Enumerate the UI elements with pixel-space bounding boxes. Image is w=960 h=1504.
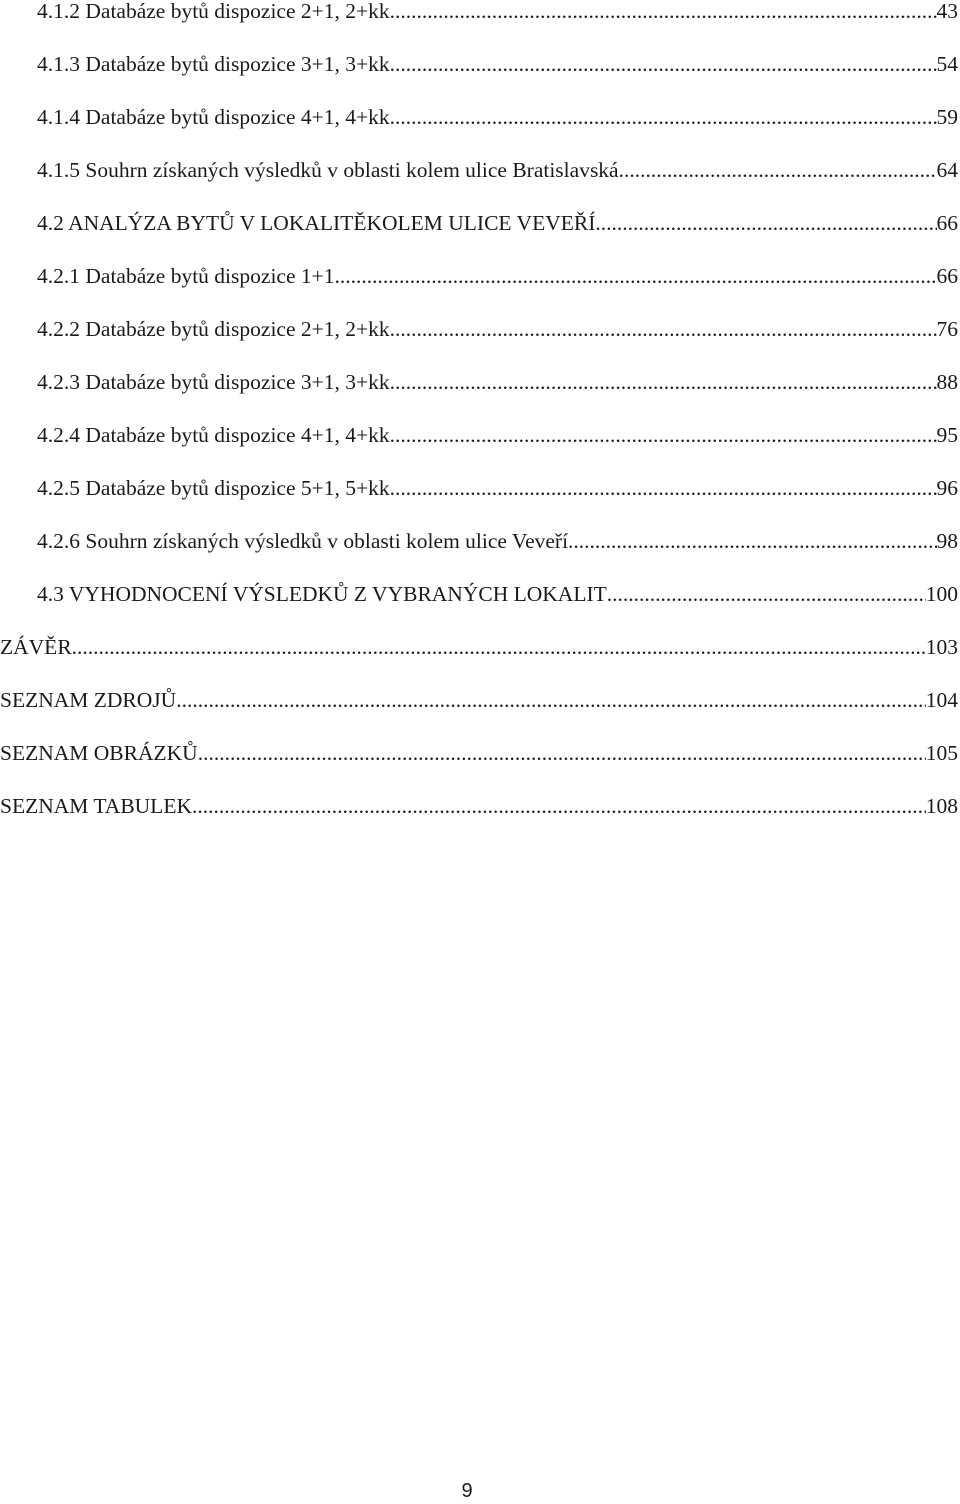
toc-entry[interactable] [37,418,958,448]
toc-entry-label: 4.2.2 Databáze bytů dispozice 2+1, 2+kk [37,317,390,341]
toc-entry-label: 4.2.4 Databáze bytů dispozice 4+1, 4+kk [37,423,390,447]
toc-entry-page: 103 [925,635,958,659]
toc-entry-page: 105 [925,741,958,765]
toc-entry-label: 4.3 VYHODNOCENÍ VÝSLEDKŮ Z VYBRANÝCH LOKALIT [37,582,607,606]
toc-entry-page: 95 [936,423,958,447]
toc-entry-label: 4.1.4 Databáze bytů dispozice 4+1, 4+kk [37,105,390,129]
toc-entry-label: 4.2.5 Databáze bytů dispozice 5+1, 5+kk [37,476,390,500]
toc-dot-leader [335,263,937,289]
toc-entry-label: SEZNAM ZDROJŮ [0,688,177,712]
toc-entry-page: 43 [936,0,958,23]
toc-entry-label: 4.2 ANALÝZA BYTŮ V LOKALITĚKOLEM ULICE VEVEŘÍ [37,211,596,235]
toc-entry-label: 4.1.2 Databáze bytů dispozice 2+1, 2+kk [37,0,390,23]
toc-dot-leader [72,634,926,660]
toc-entry-label: 4.2.6 Souhrn získaných výsledků v oblasti kolem ulice Veveří [37,529,569,553]
toc-entry-page: 96 [936,476,958,500]
toc-dot-leader [390,104,937,130]
toc-dot-leader [390,475,937,501]
toc-entry[interactable] [37,365,958,395]
toc-entry-page: 108 [925,794,958,818]
toc-dot-leader [390,51,937,77]
toc-entry[interactable] [37,259,958,289]
toc-entry[interactable] [0,630,958,660]
toc-dot-leader [390,422,937,448]
toc-entry-page: 66 [936,264,958,288]
toc-entry[interactable] [37,206,958,236]
toc-entry[interactable] [37,577,958,607]
toc-entry-page: 98 [936,529,958,553]
toc-dot-leader [176,687,926,713]
toc-entry-label: SEZNAM TABULEK [0,794,192,818]
toc-entry[interactable] [37,471,958,501]
toc-entry[interactable] [0,789,958,819]
toc-entry-page: 100 [925,582,958,606]
toc-entry[interactable] [0,683,958,713]
toc-dot-leader [192,793,926,819]
page-number: 9 [461,1480,473,1502]
toc-entry-page: 88 [936,370,958,394]
toc-entry-label: SEZNAM OBRÁZKŮ [0,741,198,765]
toc-dot-leader [198,740,926,766]
toc-entry-label: 4.1.3 Databáze bytů dispozice 3+1, 3+kk [37,52,390,76]
toc-entry[interactable] [37,312,958,342]
toc-dot-leader [619,157,937,183]
toc-entry-label: 4.2.3 Databáze bytů dispozice 3+1, 3+kk [37,370,390,394]
toc-entry-label: 4.1.5 Souhrn získaných výsledků v oblasti kolem ulice Bratislavská [37,158,619,182]
toc-entry-page: 59 [936,105,958,129]
toc-entry[interactable] [37,524,958,554]
toc-entry-label: ZÁVĚR [0,635,72,659]
toc-entry-page: 76 [936,317,958,341]
toc-entry[interactable] [37,153,958,183]
toc-entry[interactable] [37,47,958,77]
toc-entry-page: 104 [925,688,958,712]
toc-dot-leader [568,528,936,554]
toc-dot-leader [390,369,937,395]
toc-entry-page: 66 [936,211,958,235]
toc-entry-page: 64 [936,158,958,182]
toc-dot-leader [607,581,926,607]
toc-entry[interactable] [37,0,958,24]
toc-dot-leader [390,0,937,24]
toc-entry-page: 54 [936,52,958,76]
toc-entry[interactable] [37,100,958,130]
toc-entry-label: 4.2.1 Databáze bytů dispozice 1+1 [37,264,335,288]
toc-dot-leader [595,210,936,236]
toc-entry[interactable] [0,736,958,766]
toc-dot-leader [390,316,937,342]
